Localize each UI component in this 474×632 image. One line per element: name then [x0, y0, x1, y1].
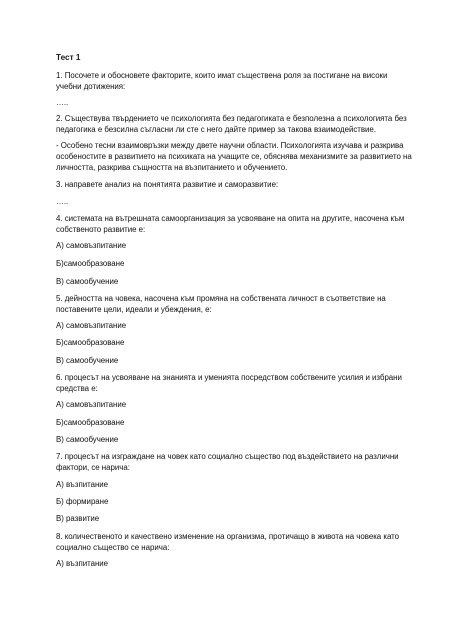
question-1-line-1: 1. Посочете и обосновете факторите, които имат съществена роля за постигане на високи	[56, 71, 388, 80]
question-6-option-a: А) самовъзпитание	[56, 400, 127, 409]
question-7-line-1: 7. процесът на изграждане на човек като социално същество под въздействието на различни	[56, 452, 399, 461]
question-4-line-2: собственото развитие е:	[56, 225, 146, 234]
question-6-option-b: Б)самообразоване	[56, 418, 125, 427]
question-2-note-line-2: особеностите в развитието на психиката на учащите се, обяснява механизмите за развитието на	[56, 152, 412, 161]
question-3-answer: …..	[56, 197, 69, 206]
question-8-line-2: социално същество се нарича:	[56, 543, 170, 552]
question-7-option-c: В) развитие	[56, 514, 100, 523]
question-7-line-2: фактори, се нарича:	[56, 463, 130, 472]
question-2-note-line-1: - Особено тесни взаимовръзки между двете научни области. Психологията изучава и разкрива	[56, 141, 404, 150]
question-7-option-a: А) възпитание	[56, 480, 109, 489]
question-3-line-1: 3. направете анализ на понятията развитие и саморазвитие:	[56, 180, 279, 189]
question-4-option-c: В) самообучение	[56, 277, 119, 286]
question-4-option-b: Б)самообразоване	[56, 259, 125, 268]
question-8-option-a: А) възпитание	[56, 559, 109, 568]
question-1-line-2: учебни дотижения:	[56, 82, 126, 91]
question-6-line-2: средства е:	[56, 384, 98, 393]
question-5-option-b: Б)самообразоване	[56, 338, 125, 347]
question-8-line-1: 8. количественото и качествено изменение на организма, протичащо в живота на човека като	[56, 532, 400, 541]
document-title: Тест 1	[56, 53, 81, 62]
question-5-option-c: В) самообучение	[56, 356, 119, 365]
question-5-line-1: 5. дейността на човека, насочена към промяна на собствената личност в съответствие на	[56, 294, 386, 303]
question-2-line-1: 2. Съществува твърдението че психологията без педагогиката е безполезна а психологията без	[56, 114, 407, 123]
question-7-option-b: Б) формиране	[56, 497, 109, 506]
question-6-line-1: 6. процесът на усвояване на знанията и уменията посредством собствените усилия и избрани	[56, 373, 402, 382]
question-5-option-a: А) самовъзпитание	[56, 321, 127, 330]
question-2-note-line-3: личността, разкрива същността на възпитанието и обучението.	[56, 163, 288, 172]
question-4-option-a: А) самовъзпитание	[56, 241, 127, 250]
question-6-option-c: В) самообучение	[56, 435, 119, 444]
question-4-line-1: 4. системата на вътрешната самоорганизация за усвояване на опита на другите, насочена към	[56, 214, 405, 223]
question-5-line-2: поставените цели, идеали и убеждения, е:	[56, 305, 212, 314]
question-1-answer: …..	[56, 98, 69, 107]
question-2-line-2: педагогика е безсилна съгласни ли сте с него дайте пример за такова взаимодействие.	[56, 125, 376, 134]
